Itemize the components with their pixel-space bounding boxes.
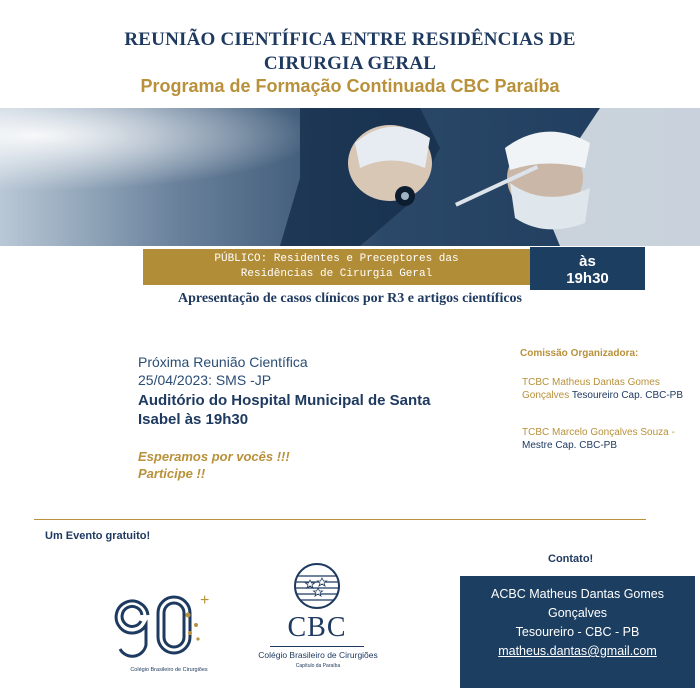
invitation-line-1: Esperamos por vocês !!! — [138, 449, 290, 464]
contact-line-2: Gonçalves — [547, 606, 608, 620]
presentation-description: Apresentação de casos clínicos por R3 e artigos científicos — [178, 291, 522, 306]
next-meeting-label: Próxima Reunião Científica — [138, 354, 308, 370]
audience-line-1: PÚBLICO: Residentes e Preceptores das — [214, 253, 459, 265]
title-line-2: CIRURGIA GERAL — [263, 53, 437, 74]
contact-title: Contato! — [548, 553, 594, 565]
cbc-chapter: Capítulo da Paraíba — [295, 663, 341, 669]
contact-box — [460, 576, 695, 688]
ninety-years-logo — [110, 575, 230, 680]
contact-email-link[interactable]: matheus.dantas@gmail.com — [498, 644, 657, 658]
free-event-note: Um Evento gratuito! — [45, 530, 151, 542]
svg-text:+: + — [200, 592, 210, 609]
organizer-2 — [522, 426, 700, 452]
cbc-full-name: Colégio Brasileiro de Cirurgiões — [258, 650, 378, 660]
audience-line-2: Residências de Cirurgia Geral — [240, 268, 433, 280]
subtitle: Programa de Formação Continuada CBC Paraíba — [140, 76, 560, 96]
title-line-1: REUNIÃO CIENTÍFICA ENTRE RESIDÊNCIAS DE — [124, 29, 576, 50]
invitation-line-2: Participe !! — [138, 466, 206, 481]
contact-line-1: ACBC Matheus Dantas Gomes — [491, 587, 664, 601]
invitation-text — [138, 448, 290, 482]
contact-line-3: Tesoureiro - CBC - PB — [515, 625, 640, 639]
organizing-committee-title: Comissão Organizadora: — [520, 348, 639, 359]
main-title — [0, 28, 700, 76]
next-meeting-date: 25/04/2023: SMS -JP — [138, 372, 272, 388]
ninety-years-caption: Colégio Brasileiro de Cirurgiões — [130, 667, 208, 673]
organizer-1-role: Tesoureiro Cap. CBC-PB — [571, 390, 684, 401]
time-value: 19h30 — [566, 270, 609, 287]
time-prefix: às — [579, 253, 596, 270]
cbc-acronym: CBC — [287, 612, 347, 643]
organizer-1 — [522, 376, 700, 402]
organizer-1-name: TCBC Matheus Dantas Gomes Gonçalves — [522, 377, 660, 401]
audience-box — [143, 249, 530, 285]
cbc-rule — [270, 646, 364, 647]
organizer-2-role: Mestre Cap. CBC-PB — [522, 440, 618, 451]
organizer-2-name: TCBC Marcelo Gonçalves Souza - — [522, 427, 675, 438]
time-box — [530, 247, 645, 290]
surgeons-banner-image — [0, 108, 700, 246]
next-meeting-venue: Auditório do Hospital Municipal de Santa Isabel às 19h30 — [138, 392, 431, 428]
section-divider — [34, 519, 646, 520]
